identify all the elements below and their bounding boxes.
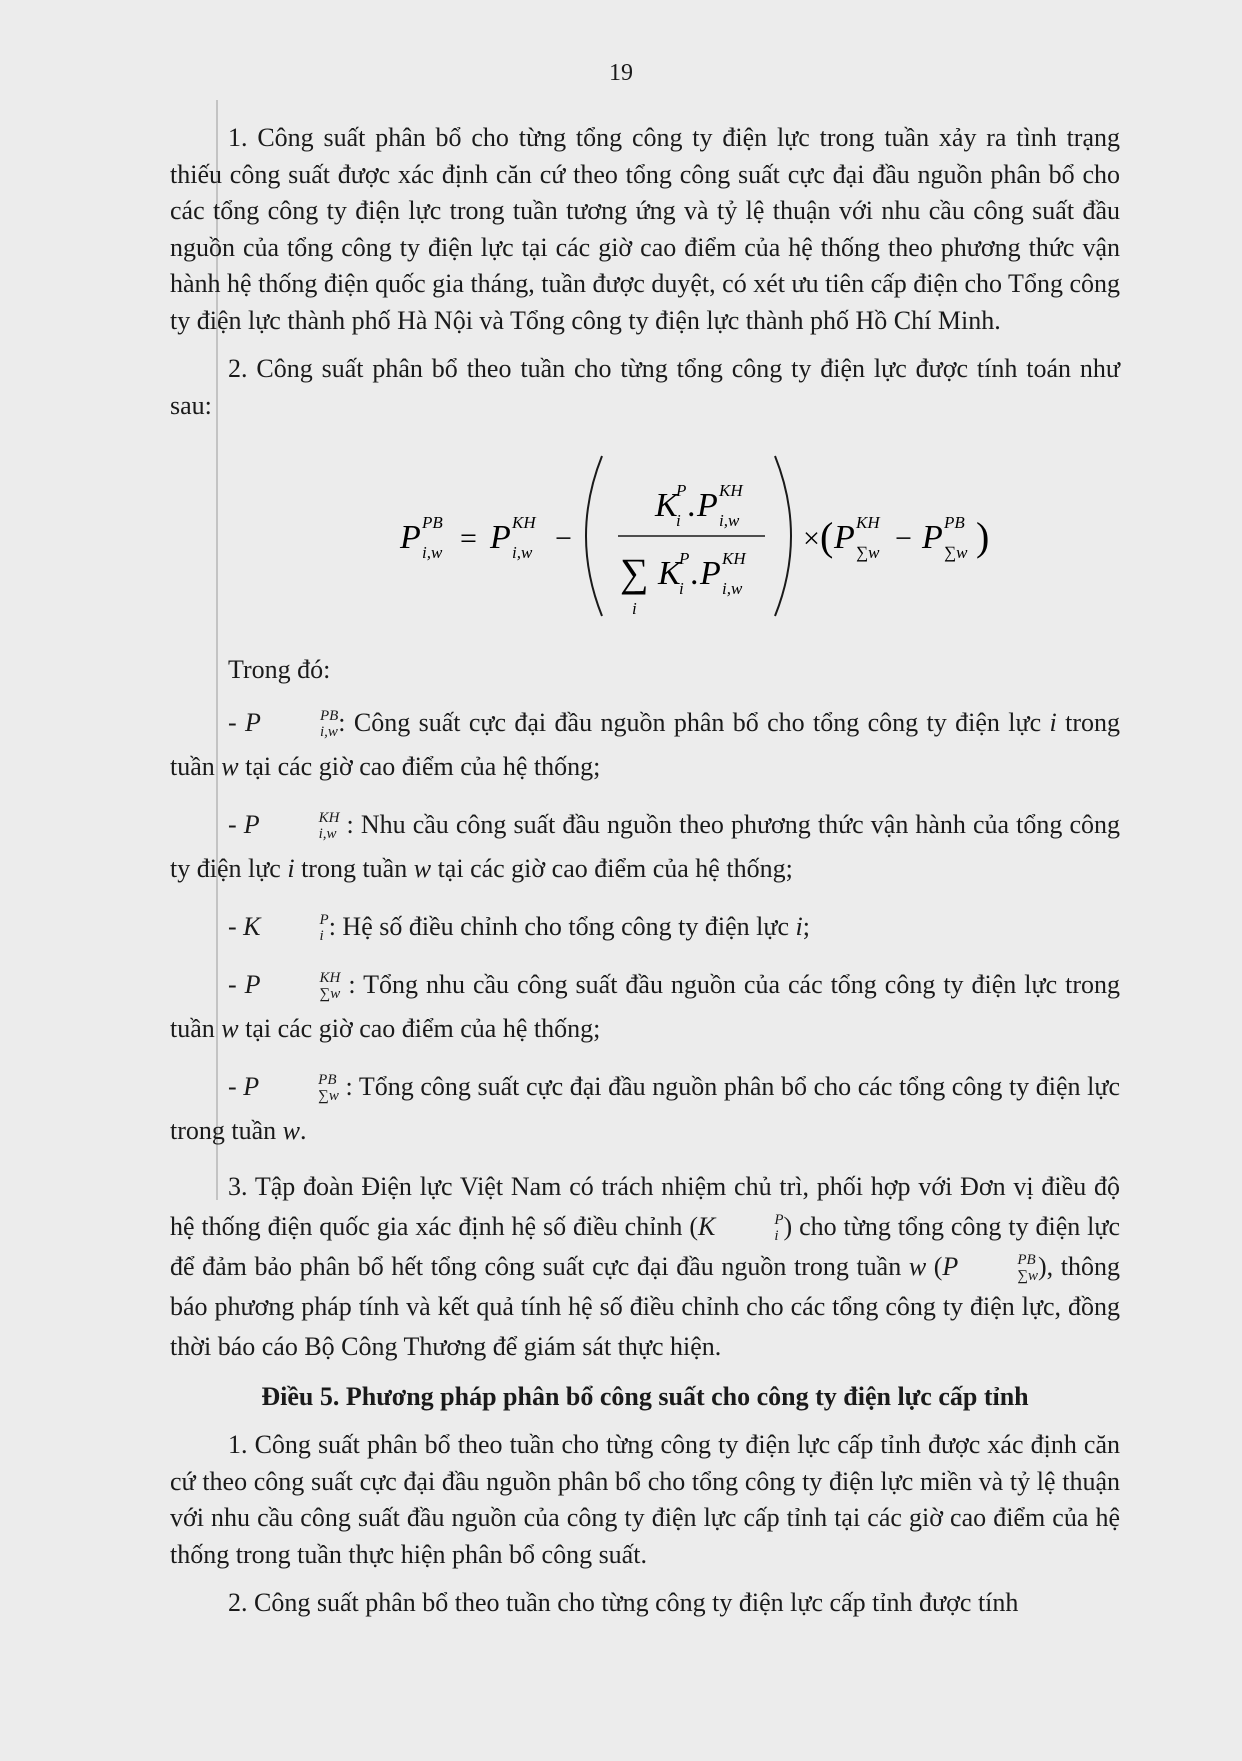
definition-item <box>170 905 1120 949</box>
definition-dash: - <box>228 707 237 737</box>
definition-var: w <box>221 751 239 781</box>
definition-var: w <box>282 1115 300 1145</box>
definition-indices <box>262 913 329 944</box>
formula-lhs-sub: i,w <box>422 543 443 562</box>
paragraph-3 <box>170 1167 1120 1367</box>
definition-dash: - <box>228 969 237 999</box>
definition-sub: i,w <box>319 724 338 741</box>
formula-den-p-sub: i,w <box>722 579 743 598</box>
paragraph-3-text: 3. Tập đoàn Điện lực Việt Nam có trách nhiệm chủ trì, phối hợp với Đơn vị điều độ hệ thống điện quốc gia xác định hệ số điều chỉnh ( <box>170 1171 1120 1241</box>
coefficient-symbol: K <box>698 1211 716 1241</box>
formula-total-kh-sub: ∑w <box>856 543 880 562</box>
definition-text: tại các giờ cao điểm của hệ thống; <box>431 853 793 883</box>
definition-text: : Tổng nhu cầu công suất đầu nguồn của các tổng công ty điện lực trong tuần <box>170 969 1120 1043</box>
formula-num-dot: . <box>687 487 696 524</box>
formula-den-p-sup: KH <box>722 549 746 568</box>
definition-sub: i,w <box>318 826 337 843</box>
total-power-indices <box>959 1253 1038 1284</box>
formula-num-p-sup: KH <box>719 481 743 500</box>
definition-sup: KH <box>319 970 341 987</box>
definition-dash: - <box>228 911 237 941</box>
definition-text: : Công suất cực đại đầu nguồn phân bổ cho tổng công ty điện lực <box>338 707 1050 737</box>
definition-text: . <box>300 1115 307 1145</box>
definition-symbol: K <box>243 911 261 941</box>
formula-den-k-sub: i <box>679 579 684 598</box>
definition-sup: KH <box>318 810 340 827</box>
definition-item <box>170 1065 1120 1153</box>
definition-indices <box>262 709 338 740</box>
definition-text: ; <box>802 911 810 941</box>
formula-right-paren <box>775 456 791 616</box>
formula-den-p: P <box>700 555 721 592</box>
definition-symbol: P <box>245 707 261 737</box>
formula-sum-sub: i <box>632 599 637 618</box>
formula-num-k-sub: i <box>676 511 681 530</box>
formula-left-paren <box>586 456 602 616</box>
definition-sub: ∑w <box>319 986 341 1003</box>
definition-text: trong tuần <box>170 707 1120 781</box>
coefficient-sup: P <box>774 1212 784 1229</box>
definition-sub: ∑w <box>318 1088 339 1105</box>
formula-open-paren: ( <box>820 514 834 559</box>
formula-total-pb-p: P <box>922 519 943 556</box>
definition-symbol: P <box>243 1071 260 1101</box>
definition-symbol: P <box>244 969 261 999</box>
formula-minus-2: − <box>895 522 912 555</box>
formula-total-pb-sup: PB <box>944 513 965 532</box>
formula-total-kh-sup: KH <box>856 513 880 532</box>
paragraph-4: 1. Công suất phân bổ theo tuần cho từng công ty điện lực cấp tỉnh được xác định căn cứ theo công suất cực đại đầu nguồn phân bổ cho tổng công ty điện lực miền và tỷ lệ thuận với nhu cầu công suất đầu nguồn của công ty điện lực cấp tỉnh tại các giờ cao điểm của hệ thống trong tuần thực hiện phân bổ công suất. <box>170 1430 1120 1569</box>
formula-num-p-sub: i,w <box>719 511 740 530</box>
definition-item <box>170 803 1120 891</box>
formula-num-p: P <box>697 487 718 524</box>
formula-pkh-symbol: P <box>490 519 511 556</box>
where-label: Trong đó: <box>228 655 331 684</box>
formula-total-kh-p: P <box>834 519 855 556</box>
definition-dash: - <box>228 809 237 839</box>
definition-sup: PB <box>318 1072 337 1089</box>
formula-pkh-sup: KH <box>512 513 536 532</box>
definition-text: trong tuần <box>294 853 414 883</box>
definitions-list <box>170 701 1120 1153</box>
formula-close-paren: ) <box>976 514 990 559</box>
definition-var: w <box>413 853 432 883</box>
definition-sub: i <box>319 928 324 945</box>
total-power-symbol: P <box>942 1251 959 1281</box>
paragraph-3-text: ), thông báo phương pháp tính và kết quả tính hệ số điều chỉnh cho các tổng công ty điện lực, đồng thời báo cáo Bộ Công Thương để giám sát thực hiện. <box>170 1251 1120 1361</box>
definition-symbol: P <box>243 809 260 839</box>
definition-var: i <box>795 911 803 941</box>
formula-pkh-sub: i,w <box>512 543 533 562</box>
definition-text: tại các giờ cao điểm của hệ thống; <box>238 1013 601 1043</box>
page-number: 19 <box>609 60 633 86</box>
formula-total-pb-sub: ∑w <box>944 543 968 562</box>
formula-lhs-symbol: P <box>400 519 421 556</box>
paragraph-3-text: ( <box>926 1251 943 1281</box>
definition-indices <box>260 1073 339 1104</box>
paragraph-2: 2. Công suất phân bổ theo tuần cho từng tổng công ty điện lực được tính toán như sau: <box>170 354 1120 420</box>
formula-den-k: K <box>658 555 681 592</box>
definition-sup: PB <box>319 708 339 725</box>
definition-item <box>170 963 1120 1051</box>
formula-equals: = <box>460 522 477 555</box>
formula-den-k-sup: P <box>679 549 690 568</box>
week-var: w <box>908 1251 927 1281</box>
definition-text: tại các giờ cao điểm của hệ thống; <box>238 751 601 781</box>
definition-indices <box>261 811 340 842</box>
definition-text: : Tổng công suất cực đại đầu nguồn phân bổ cho các tổng công ty điện lực trong tuần <box>170 1071 1121 1145</box>
definition-var: w <box>221 1013 239 1043</box>
document-body <box>170 120 1120 1634</box>
formula-den-dot: . <box>690 555 699 592</box>
formula-sum: ∑ <box>620 550 649 595</box>
definition-var: i <box>1049 707 1057 737</box>
definition-text: : Hệ số điều chỉnh cho tổng công ty điện lực <box>328 911 796 941</box>
definition-indices <box>262 971 341 1002</box>
definition-var: i <box>287 853 295 883</box>
paragraph-1: 1. Công suất phân bổ cho từng tổng công ty điện lực trong tuần xảy ra tình trạng thiếu công suất được xác định căn cứ theo tổng công suất cực đại đầu nguồn phân bổ cho các tổng công ty điện lực trong tuần tương ứng và tỷ lệ thuận với nhu cầu công suất đầu nguồn của tổng công ty điện lực tại các giờ cao điểm của hệ thống theo phương thức vận hành hệ thống điện quốc gia tháng, tuần được duyệt, có xét ưu tiên cấp điện cho Tổng công ty điện lực thành phố Hà Nội và Tổng công ty điện lực thành phố Hồ Chí Minh. <box>170 123 1120 335</box>
definition-dash: - <box>228 1071 237 1101</box>
allocation-formula <box>170 436 1120 626</box>
formula-times: × <box>803 522 820 555</box>
definition-sup: P <box>319 912 329 929</box>
formula-minus: − <box>555 522 572 555</box>
formula-lhs-sup: PB <box>422 513 443 532</box>
formula-num-k: K <box>655 487 678 524</box>
coefficient-indices <box>716 1213 783 1244</box>
coefficient-sub: i <box>774 1228 779 1245</box>
total-power-sub: ∑w <box>1017 1268 1039 1285</box>
paragraph-3-text: ) cho từng tổng công ty điện lực để đảm bảo phân bổ hết tổng công suất cực đại đầu nguồn trong tuần <box>170 1211 1121 1281</box>
formula-num-k-sup: P <box>676 481 687 500</box>
paragraph-5: 2. Công suất phân bổ theo tuần cho từng công ty điện lực cấp tỉnh được tính <box>228 1588 1019 1617</box>
definition-item <box>170 701 1120 789</box>
total-power-sup: PB <box>1017 1252 1036 1269</box>
article-heading: Điều 5. Phương pháp phân bổ công suất cho công ty điện lực cấp tỉnh <box>261 1381 1029 1411</box>
definition-text: : Nhu cầu công suất đầu nguồn theo phương thức vận hành của tổng công ty điện lực <box>170 809 1120 883</box>
